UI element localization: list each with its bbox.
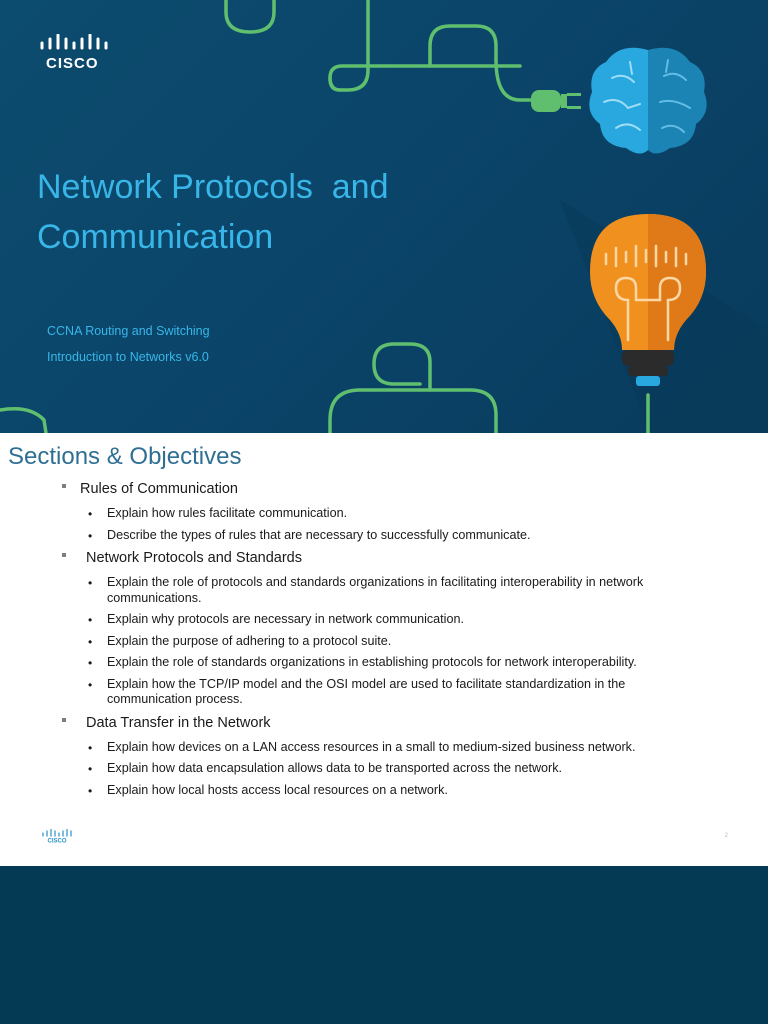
dot-bullet-icon: • — [88, 634, 93, 649]
cisco-logo-icon — [40, 34, 110, 50]
section-label: Network Protocols and Standards — [86, 550, 302, 566]
objective-item — [0, 575, 768, 606]
objective-item — [0, 506, 768, 522]
objective-text: Explain the role of standards organizations in establishing protocols for network interoperability. — [107, 655, 637, 669]
objective-text: Explain the purpose of adhering to a protocol suite. — [107, 633, 392, 648]
objective-item — [0, 677, 768, 708]
title-slide — [0, 0, 768, 433]
cisco-logo-text: CISCO — [46, 55, 99, 72]
section-item — [0, 480, 768, 543]
plug-icon — [531, 90, 581, 112]
slide-heading: Sections & Objectives — [8, 443, 242, 470]
objective-item — [0, 528, 768, 544]
objective-item — [0, 634, 768, 650]
course-name: CCNA Routing and Switching — [47, 324, 210, 338]
square-bullet-icon — [62, 484, 66, 488]
section-label: Data Transfer in the Network — [86, 714, 271, 731]
objective-item — [0, 740, 768, 756]
square-bullet-icon — [62, 718, 66, 722]
objective-item — [0, 783, 768, 799]
wire-lines-top — [226, 0, 530, 100]
presentation-title: Network Protocols and Communication — [37, 168, 398, 256]
objective-text: Explain the role of protocols and standards organizations in facilitating interoperability in network communications. — [107, 575, 644, 605]
dot-bullet-icon: • — [88, 677, 93, 692]
objective-text: Explain how rules facilitate communication. — [107, 506, 348, 520]
objective-item — [0, 612, 768, 628]
dot-bullet-icon: • — [88, 507, 93, 521]
objective-item — [0, 761, 768, 777]
objective-text: Explain how local hosts access local resources on a network. — [107, 782, 448, 797]
objective-text: Explain how the TCP/IP model and the OSI model are used to facilitate standardization in the communication process. — [107, 676, 626, 706]
course-module: Introduction to Networks v6.0 — [47, 350, 209, 364]
objective-text: Explain how data encapsulation allows data to be transported across the network. — [107, 761, 563, 775]
sections-outline — [0, 480, 768, 804]
footer-logo-text: CISCO — [47, 838, 67, 843]
dot-bullet-icon: • — [88, 656, 93, 670]
objective-item — [0, 655, 768, 671]
objective-text: Describe the types of rules that are necessary to successfully communicate. — [107, 527, 531, 542]
section-label: Rules of Communication — [80, 481, 238, 497]
dot-bullet-icon: • — [88, 762, 93, 776]
objective-text: Explain why protocols are necessary in network communication. — [107, 612, 464, 626]
brain-icon — [589, 48, 706, 154]
section-item — [0, 714, 768, 799]
objectives-slide — [0, 433, 768, 866]
dot-bullet-icon: • — [88, 576, 93, 590]
page-number: 2 — [724, 833, 728, 839]
square-bullet-icon — [62, 553, 66, 557]
dot-bullet-icon: • — [88, 783, 93, 798]
dot-bullet-icon: • — [88, 613, 93, 627]
section-item — [0, 549, 768, 708]
objective-text: Explain how devices on a LAN access resources in a small to medium-sized business network. — [107, 739, 636, 754]
dot-bullet-icon: • — [88, 528, 93, 543]
dot-bullet-icon: • — [88, 740, 93, 755]
cisco-footer-logo-icon — [42, 829, 72, 843]
